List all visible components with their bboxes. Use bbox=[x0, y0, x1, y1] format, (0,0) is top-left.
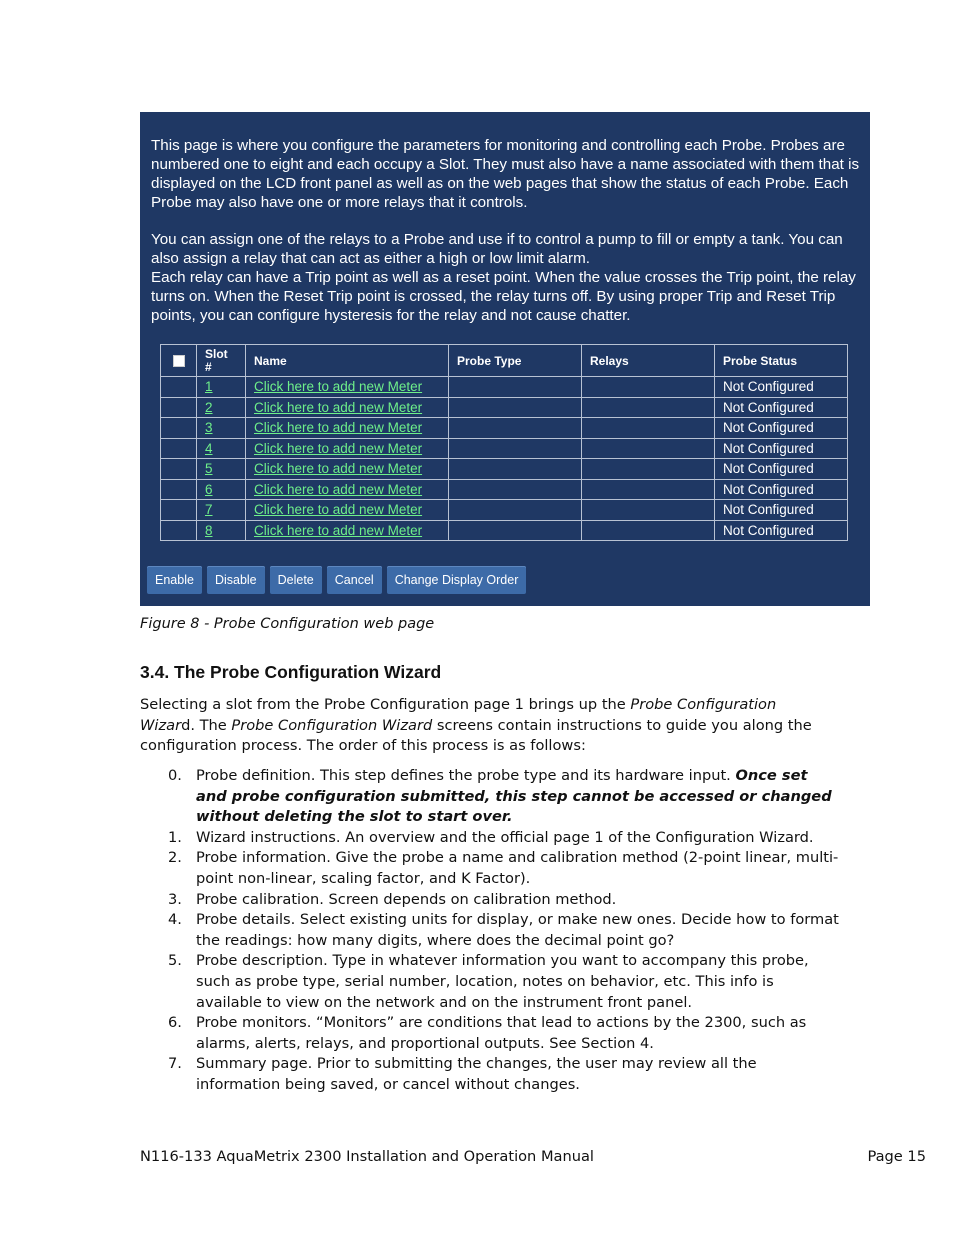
probe-type-cell bbox=[449, 397, 582, 418]
probe-type-cell bbox=[449, 479, 582, 500]
table-row bbox=[161, 438, 848, 459]
probe-status-cell: Not Configured bbox=[715, 418, 848, 439]
step-text: Probe calibration. Screen depends on calibration method. bbox=[196, 890, 617, 908]
slot-cell[interactable] bbox=[197, 438, 246, 459]
probe-table bbox=[160, 344, 848, 541]
probe-status-cell: Not Configured bbox=[715, 520, 848, 541]
row-checkbox-cell bbox=[161, 438, 197, 459]
step-number: 6. bbox=[168, 1014, 182, 1032]
list-item bbox=[140, 951, 840, 1013]
slot-cell[interactable] bbox=[197, 459, 246, 480]
table-row bbox=[161, 520, 848, 541]
probe-type-cell bbox=[449, 438, 582, 459]
row-checkbox-cell bbox=[161, 459, 197, 480]
step-text: Summary page. Prior to submitting the changes, the user may review all the information being saved, or cancel without changes. bbox=[196, 1055, 757, 1093]
figure-caption: Figure 8 - Probe Configuration web page bbox=[140, 616, 435, 632]
relays-cell bbox=[582, 418, 715, 439]
probe-type-cell bbox=[449, 418, 582, 439]
name-cell[interactable] bbox=[246, 479, 449, 500]
select-all-checkbox-cell[interactable] bbox=[161, 345, 197, 377]
add-meter-link[interactable]: Click here to add new Meter bbox=[254, 502, 423, 518]
add-meter-link[interactable]: Click here to add new Meter bbox=[254, 399, 423, 415]
probe-status-cell: Not Configured bbox=[715, 438, 848, 459]
row-checkbox-cell bbox=[161, 377, 197, 398]
slot-cell[interactable] bbox=[197, 397, 246, 418]
enable-button[interactable]: Enable bbox=[147, 566, 202, 594]
probe-type-cell bbox=[449, 500, 582, 521]
probe-status-cell: Not Configured bbox=[715, 397, 848, 418]
panel-description-2 bbox=[151, 230, 861, 325]
name-cell[interactable] bbox=[246, 418, 449, 439]
change-display-order-button[interactable]: Change Display Order bbox=[387, 566, 527, 594]
list-item bbox=[140, 1013, 840, 1054]
list-item bbox=[140, 910, 840, 951]
add-meter-link[interactable]: Click here to add new Meter bbox=[254, 440, 423, 456]
add-meter-link[interactable]: Click here to add new Meter bbox=[254, 420, 423, 436]
slot-cell[interactable] bbox=[197, 500, 246, 521]
probe-status-cell: Not Configured bbox=[715, 459, 848, 480]
table-row bbox=[161, 479, 848, 500]
step-text: Probe definition. This step defines the probe type and its hardware input. bbox=[196, 767, 736, 784]
step-number: 7. bbox=[168, 1055, 182, 1073]
row-checkbox-cell bbox=[161, 500, 197, 521]
step-number: 4. bbox=[168, 911, 182, 929]
section-heading: 3.4. The Probe Configuration Wizard bbox=[140, 662, 442, 682]
table-row bbox=[161, 377, 848, 398]
slot-link[interactable]: 1 bbox=[205, 379, 213, 395]
relays-cell bbox=[582, 438, 715, 459]
name-cell[interactable] bbox=[246, 459, 449, 480]
step-text: Probe description. Type in whatever information you want to accompany this probe, such as probe type, serial number, location, notes on behavior, etc. This info is available to view on the network and on the instrument front panel. bbox=[196, 952, 809, 1011]
step-number: 5. bbox=[168, 952, 182, 970]
header-probe-status: Probe Status bbox=[715, 345, 848, 377]
step-number: 0. bbox=[168, 767, 182, 784]
probe-type-cell bbox=[449, 377, 582, 398]
panel-description-1: This page is where you configure the parameters for monitoring and controlling each Probe. Probes are numbered one to eight and each occupy a Slot. They must also have a name associated with them that is displayed on the LCD front panel as well as on the web pages that show the status of each Probe. Each Probe may also have one or more relays that it controls. bbox=[151, 137, 860, 211]
section-intro: Selecting a slot from the Probe Configuration page 1 brings up the Probe Configuration Wizard. The Probe Configuration Wizard screens contain instructions to guide you along the configuration process. The order of this process is as follows: bbox=[140, 696, 812, 755]
relays-cell bbox=[582, 500, 715, 521]
slot-link[interactable]: 6 bbox=[205, 481, 213, 497]
row-checkbox-cell bbox=[161, 397, 197, 418]
name-cell[interactable] bbox=[246, 500, 449, 521]
footer-page-number: Page 15 bbox=[867, 1148, 926, 1165]
probe-status-cell: Not Configured bbox=[715, 377, 848, 398]
table-row bbox=[161, 418, 848, 439]
slot-link[interactable]: 7 bbox=[205, 502, 213, 518]
list-item bbox=[140, 848, 840, 889]
add-meter-link[interactable]: Click here to add new Meter bbox=[254, 481, 423, 497]
relays-cell bbox=[582, 459, 715, 480]
table-header-row bbox=[161, 345, 848, 377]
name-cell[interactable] bbox=[246, 397, 449, 418]
list-item bbox=[140, 1054, 840, 1095]
probe-status-cell: Not Configured bbox=[715, 500, 848, 521]
delete-button[interactable]: Delete bbox=[270, 566, 322, 594]
slot-link[interactable]: 5 bbox=[205, 461, 213, 477]
probe-type-cell bbox=[449, 520, 582, 541]
step-text: Probe details. Select existing units for display, or make new ones. Decide how to format the readings: how many digits, where does the decimal point go? bbox=[196, 911, 839, 949]
name-cell[interactable] bbox=[246, 438, 449, 459]
disable-button[interactable]: Disable bbox=[207, 566, 265, 594]
slot-cell[interactable] bbox=[197, 377, 246, 398]
relays-cell bbox=[582, 479, 715, 500]
slot-link[interactable]: 2 bbox=[205, 399, 213, 415]
probe-type-cell bbox=[449, 459, 582, 480]
step-emphasis: Once set and probe configuration submitted, this step cannot be accessed or changed without deleting the slot to start over. bbox=[196, 767, 832, 826]
slot-cell[interactable] bbox=[197, 520, 246, 541]
step-number: 2. bbox=[168, 849, 182, 867]
table-row bbox=[161, 459, 848, 480]
cancel-button[interactable]: Cancel bbox=[327, 566, 382, 594]
add-meter-link[interactable]: Click here to add new Meter bbox=[254, 522, 423, 538]
slot-cell[interactable] bbox=[197, 418, 246, 439]
row-checkbox-cell bbox=[161, 418, 197, 439]
header-relays: Relays bbox=[582, 345, 715, 377]
slot-link[interactable]: 3 bbox=[205, 420, 213, 436]
relays-cell bbox=[582, 397, 715, 418]
select-all-checkbox[interactable] bbox=[173, 355, 185, 367]
row-checkbox-cell bbox=[161, 520, 197, 541]
wizard-steps-list bbox=[140, 766, 840, 1096]
relays-cell bbox=[582, 520, 715, 541]
add-meter-link[interactable]: Click here to add new Meter bbox=[254, 379, 423, 395]
relays-cell bbox=[582, 377, 715, 398]
slot-link[interactable]: 4 bbox=[205, 440, 213, 456]
list-item bbox=[140, 766, 840, 828]
panel-description-2a: You can assign one of the relays to a Probe and use if to control a pump to fill or empty a tank. You can also assign a relay that can act as either a high or low limit alarm. bbox=[151, 231, 843, 267]
step-text: Wizard instructions. An overview and the official page 1 of the Configuration Wizard. bbox=[196, 828, 814, 846]
name-cell[interactable] bbox=[246, 377, 449, 398]
probe-config-panel bbox=[140, 112, 870, 606]
probe-status-cell: Not Configured bbox=[715, 479, 848, 500]
footer-manual-title: N116-133 AquaMetrix 2300 Installation and Operation Manual bbox=[140, 1148, 594, 1165]
step-text: Probe information. Give the probe a name and calibration method (2-point linear, multi-point non-linear, scaling factor, and K Factor). bbox=[196, 849, 839, 887]
list-item bbox=[140, 890, 840, 911]
step-number: 3. bbox=[168, 890, 182, 908]
header-name: Name bbox=[246, 345, 449, 377]
table-row bbox=[161, 500, 848, 521]
slot-link[interactable]: 8 bbox=[205, 522, 213, 538]
panel-description-2b: Each relay can have a Trip point as well as a reset point. When the value crosses the Trip point, the relay turns on. When the Reset Trip point is crossed, the relay turns off. By using proper Trip and Reset Trip points, you can configure hysteresis for the relay and not cause chatter. bbox=[151, 269, 856, 324]
header-slot: Slot # bbox=[197, 345, 246, 377]
header-probe-type: Probe Type bbox=[449, 345, 582, 377]
row-checkbox-cell bbox=[161, 479, 197, 500]
add-meter-link[interactable]: Click here to add new Meter bbox=[254, 461, 423, 477]
button-row bbox=[147, 566, 526, 594]
step-text: Probe monitors. “Monitors” are conditions that lead to actions by the 2300, such as alarms, alerts, relays, and proportional outputs. See Section 4. bbox=[196, 1014, 807, 1052]
slot-cell[interactable] bbox=[197, 479, 246, 500]
step-number: 1. bbox=[168, 828, 182, 846]
list-item bbox=[140, 828, 840, 849]
name-cell[interactable] bbox=[246, 520, 449, 541]
table-row bbox=[161, 397, 848, 418]
